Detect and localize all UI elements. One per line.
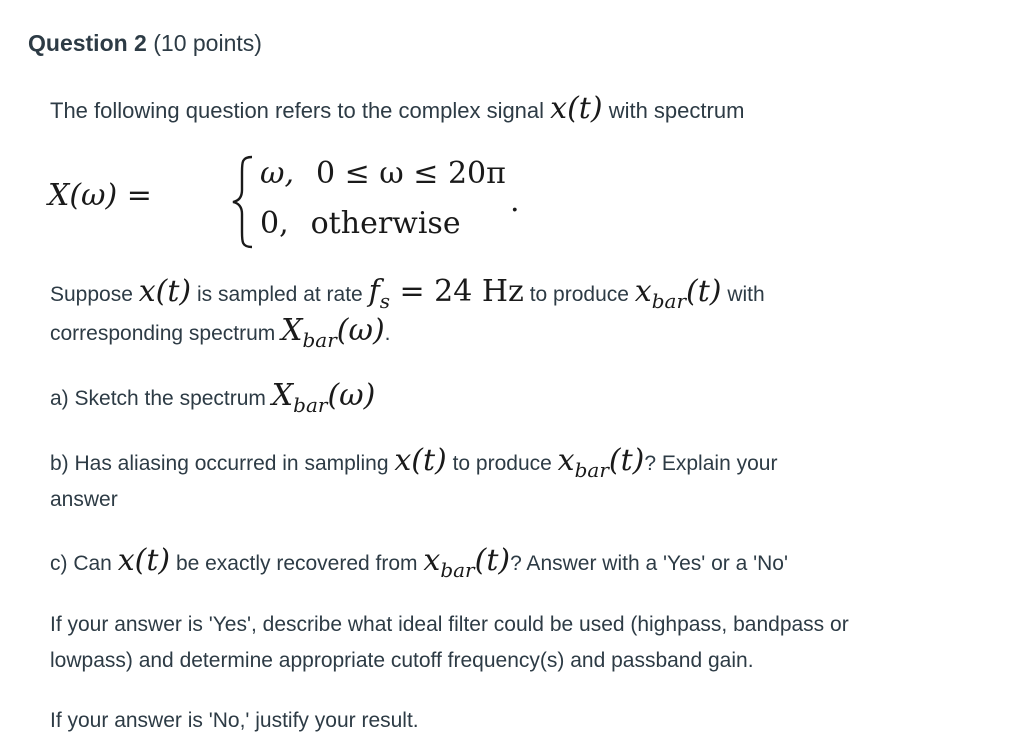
intro-text: The following question refers to the complex signal [50, 98, 545, 123]
question-points: (10 points) [153, 30, 262, 56]
question-title: Question 2 [28, 30, 147, 56]
case-1-cond: 0 ≤ ω ≤ 20π [316, 156, 506, 191]
part-a [50, 378, 376, 417]
intro-line [50, 91, 745, 126]
sampling-signal: x(t) [138, 274, 192, 309]
part-b-xbar: $x_{bar}(t)$ [557, 443, 645, 482]
part-c-end: ? Answer with a 'Yes' or a 'No' [510, 552, 788, 575]
equation-lhs: X(ω) = [48, 178, 152, 213]
yes-answer-text-1: If your answer is 'Yes', describe what ideal filter could be used (highpass, bandpass or [50, 613, 849, 636]
sampling-line2-end: . [384, 322, 391, 345]
part-b-line2: answer [50, 488, 118, 511]
part-c-xbar: $x_{bar}(t)$ [423, 543, 511, 582]
yes-answer-text-2: lowpass) and determine appropriate cutoff frequency(s) and passband gain. [50, 649, 754, 672]
part-c [50, 543, 788, 582]
case-1-expr: ω, [260, 156, 294, 191]
part-b-line-2 [50, 485, 118, 515]
sampling-with: with [727, 283, 765, 306]
case-2-expr: 0, [260, 206, 289, 241]
no-answer-line [50, 706, 419, 736]
part-b-mid: to produce [452, 452, 552, 475]
case-2-cond: otherwise [310, 206, 461, 241]
sampling-rate: $f_s = 24$ Hz [368, 274, 524, 313]
part-c-mid: be exactly recovered from [175, 552, 418, 575]
left-brace-icon [230, 154, 256, 250]
sampling-line2-text: corresponding spectrum [50, 322, 276, 345]
intro-tail: with spectrum [608, 98, 745, 123]
yes-answer-line-1 [50, 610, 849, 640]
sampling-suppose: Suppose [50, 283, 133, 306]
equation-case-1 [260, 156, 506, 191]
sampling-to-produce: to produce [529, 283, 629, 306]
spectrum-equation [48, 150, 520, 250]
equation-case-2 [260, 206, 461, 241]
yes-answer-line-2 [50, 646, 754, 676]
part-b-end: ? Explain your [644, 452, 778, 475]
sampling-line-2 [50, 313, 391, 352]
part-b-line-1 [50, 443, 778, 482]
part-c-signal: x(t) [117, 543, 171, 578]
sampling-xbar: $x_{bar}(t)$ [634, 274, 722, 313]
part-b-signal: x(t) [394, 443, 447, 478]
no-answer-text: If your answer is 'No,' justify your result. [50, 709, 419, 732]
sampling-sampled-at: is sampled at rate [196, 283, 363, 306]
part-a-label: a) Sketch the spectrum [50, 387, 266, 410]
equation-period: . [510, 184, 520, 219]
sampling-Xbar: $X_{bar}(\omega)$ [281, 313, 385, 352]
part-c-text: c) Can [50, 552, 112, 575]
question-header [28, 30, 262, 57]
part-b-text: b) Has aliasing occurred in sampling [50, 452, 389, 475]
sampling-line-1 [50, 274, 765, 313]
intro-signal: x(t) [550, 91, 603, 126]
part-a-Xbar: $X_{bar}(\omega)$ [271, 378, 376, 417]
